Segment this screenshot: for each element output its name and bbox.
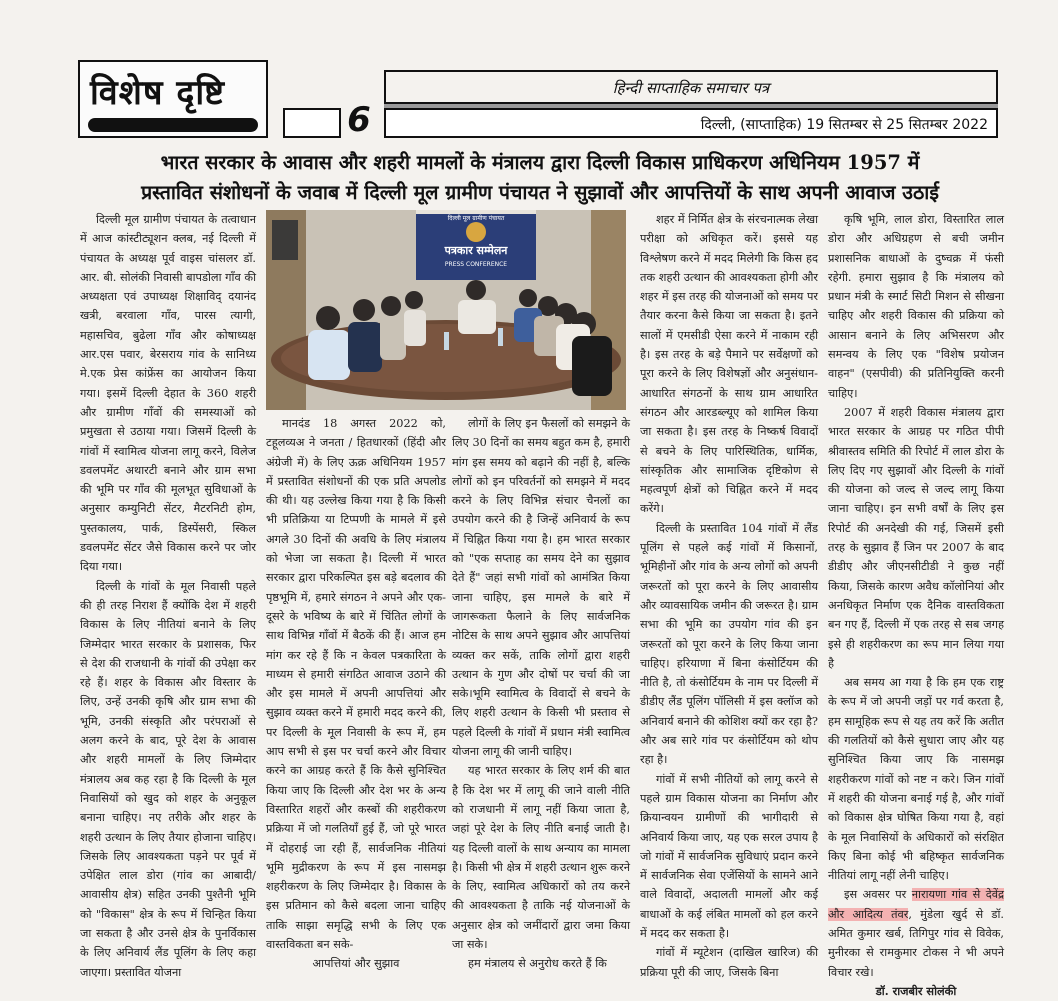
article-headline xyxy=(60,148,1020,208)
paragraph: हम मंत्रालय से अनुरोध करते हैं कि xyxy=(468,957,607,971)
headline-line-2: प्रस्तावित संशोधनों के जवाब में दिल्ली मूल ग्रामीण पंचायत ने सुझावों और आपत्तियों के साथ अपनी आवाज उठाई xyxy=(141,181,939,204)
page-number: 6 xyxy=(347,100,371,140)
date-box xyxy=(384,108,998,138)
section-subheading: आपत्तियां और सुझाव xyxy=(312,957,400,971)
article-column-3 xyxy=(452,414,630,971)
banner-emblem xyxy=(466,222,486,242)
photo-illustration xyxy=(266,210,626,410)
paragraph: अब समय आ गया है कि हम एक राष्ट्र के रूप में जो अपनी जड़ों पर गर्व करता है, हम सामूहिक रूप से यह तय करें कि अतीत की गलतियों को कैसे सुधारा जाए और यह सुनिश्चित किया जाए कि नासमझ शहरीकरण गांवों को नष्ट न करे। जिन गांवों में शहरी की योजना बनाई गई है, और गांवों को विकास क्षेत्र घोषित किया गया है, वहां के मूल निवासियों के अधिकारों को संरक्षित किए बिना कोई भी बहिष्कृत सार्वजनिक नीतियां लागू नहीं लेनी चाहिए। xyxy=(828,676,1004,883)
masthead xyxy=(78,60,1000,142)
paragraph: गांवों में म्यूटेशन (दाखिल खारिज) की प्रक्रिया पूरी की जाए, जिसके बिना xyxy=(640,946,818,979)
paragraph: यह भारत सरकार के लिए शर्म की बात है कि देश भर में लागू की जाने वाली नीति को राजधानी में लागू नहीं किया जाता है, जहां पूरे देश के लिए नीति बनाई जाती है। यह दिल्ली वालों के साथ अन्याय का मामला है। किसी भी क्षेत्र में शहरी उत्थान शुरू करने के लिए, स्वामित्व अधिकारों को तय करने की आवश्यकता है ताकि नई योजनाओं के अनुसार क्षेत्र को जमींदारों द्वारा जमा किया जा सके। xyxy=(452,764,630,952)
banner-title: पत्रकार सम्मेलन xyxy=(444,244,508,257)
closing-paragraph xyxy=(828,885,1004,981)
paragraph: मानदंड 18 अगस्त 2022 को, टहूलव्यअ ने जनता / हितधारकों (हिंदी और अंग्रेजी में) के लिए ऊक्र अधिनियम 1957 में प्रस्तावित संशोधनों की एक प्रति अपलोड की थी। यह उल्लेख किया गया है कि किसी भी प्रतिक्रिया या टिप्पणी के मामले में इसे अगले 30 दिनों की अवधि के लिए मंत्रालय को भेजा जा सकता है। दिल्ली में भारत सरकार द्वारा परिकल्पित इस बड़े बदलाव की पृष्ठभूमि में, हमारे संगठन ने अपने और एक-दूसरे के भविष्य के बारे में चिंतित लोगों के साथ विभिन्न गाँवों में बैठकें की हैं। आज हम मांग कर रहे हैं कि न केवल पत्रकारिता के माध्यम से हमारी संगठित आवाज उठाने की और इस मामले में अपनी आपत्तियां और सुझाव व्यक्त करने में हमारी मदद करने की, पर दिल्ली के मूल निवासी के रूप में, हम आप सभी से इस पर चर्चा करने और विचार करने का आग्रह करते हैं कि कैसे सुनिश्चित किया जाए कि दिल्ली और देश भर के अन्य विस्तारित शहरों और कस्बों की शहरीकरण प्रक्रिया में जो गलतियाँ हुई हैं, जो पूरे भारत में दोहराई जा रही हैं, सार्वजनिक नीतियां भूमि मुद्रीकरण के रूप में इस नासमझ शहरीकरण के लिए जिम्मेदार है। विकास के इस प्रतिमान को कैसे बदला जाना चाहिए ताकि साझा समृद्धि सभी के लिए एक वास्तविकता बन सके- xyxy=(266,417,446,952)
paragraph: गांवों में सभी नीतियों को लागू करने से पहले ग्राम विकास योजना का निर्माण और क्रियान्वयन ग्रामीणों की भागीदारी से अनिवार्य किया जाए, यह एक सरल उपाय है जो गांवों में सार्वजनिक सुविधाएं प्रदान करने में सार्वजनिक सेवा एजेंसियों के सामने आने वाले विवादों, अदालती मामलों और कई बाधाओं के कई लंबित मामलों को हल करने में मदद कर सकता है। xyxy=(640,772,818,940)
paragraph: 2007 में शहरी विकास मंत्रालय द्वारा भारत सरकार के आग्रह पर गठित पीपी श्रीवास्तव समिति की रिपोर्ट में लाल डोरा के लिए दिए गए सुझावों और दिल्ली के गांवों की योजना को जल्द से जल्द लागू किया जाना चाहिए। इन सभी वर्षों के लिए इस रिपोर्ट की अनदेखी की गई, जिसमें इसी तरह के सुझाव हैं जिन पर 2007 के बाद डीडीए और जीएनसीटीडी ने कुछ नहीं किया, जिसके कारण अवैध कॉलोनियां और अनधिकृत निर्माण एक दैनिक वास्तविकता बन गए हैं, दिल्ली में एक तरह से सब जगह इसे ही शहरीकरण का रूप मान लिया गया है xyxy=(828,405,1004,670)
paragraph: लोगों के लिए इन फैसलों को समझने के लिए 30 दिनों का समय बहुत कम है, हमारी मांग इस समय को बढ़ाने की नहीं है, बल्कि लोगों को इन परिवर्तनों को समझने में मदद करने के लिए विभिन्न संचार चैनलों का उपयोग करने की है जिन्हें अनिवार्य के रूप में चिह्नित किया गया है। हम भारत सरकार को "एक सप्ताह का समय देने का सुझाव देते हैं" जहां सभी गांवों को आमंत्रित किया जाना चाहिए, इस मामले के बारे में जागरूकता फैलाने के लिए सार्वजनिक नोटिस के साथ अपने सुझाव और आपत्तियां व्यक्त कर सकें, ताकि लोगों द्वारा शहरी उत्थान के गुण और दोषों पर चर्चा की जा सके।भूमि स्वामित्व के विवादों से बचने के लिए शहरी उत्थान के किसी भी प्रस्ताव से पहले दिल्ली के गांवों में प्रधान मंत्री स्वामित्व योजना लागू की जानी चाहिए। xyxy=(452,417,630,759)
press-conference-photo xyxy=(266,210,626,410)
banner-top-text: दिल्ली मूल ग्रामीण पंचायत xyxy=(447,215,505,222)
closing-text-pre: इस अवसर पर xyxy=(844,888,912,902)
paragraph: दिल्ली के गांवों के मूल निवासी पहले की ही तरह निराश हैं क्योंकि देश में शहरी विकास के लिए नीतियां बनाने के लिए जिम्मेदार भारत सरकार के प्रशासक, फिर से देश की राजधानी के गांवों की उपेक्षा कर रहे हैं। शहर के विकास और विस्तार के लिए, उन्हें उनकी कृषि और ग्राम सभा की भूमि, उनकी संस्कृति और परंपराओं से अलग करने के बाद, पूरे देश के आवास और शहरी मामलों के लिए जिम्मेदार मंत्रालय अब कह रहा है कि दिल्ली के मूल निवासियों को खुद को शहर के अनुकूल बनाना चाहिए। नए तरीके और शहर के शहरी उत्थान के लिए तैयार होजाना चाहिए। जिसके लिए आवश्यकता पड़ने पर पूर्व में उपेक्षित लाल डोरा (गांव का आबादी/आवासीय क्षेत्र) सहित उनकी पुश्तैनी भूमि को "विकास" क्षेत्र के रूप में चिन्हित किया जा सकता है और उनसे क्षेत्र के पुनर्विकास के लिए अनिवार्य लैंड पूलिंग के लिए कहा जाएगा। प्रस्तावित योजना xyxy=(80,579,256,979)
paragraph: शहर में निर्मित क्षेत्र के संरचनात्मक लेखा परीक्षा को अधिकृत करें। इससे यह विश्लेषण करने में मदद मिलेगी कि किस हद तक शहरी उत्थान की आवश्यकता होगी और शहर में इस तरह की योजनाओं को समय पर तैयार करना कैसे किया जा सकता है। इतने सालों में एमसीडी ऐसा करने में नाकाम रही है। इस तरह के बड़े पैमाने पर सर्वेक्षणों को पूरा करने के लिए विशेषज्ञों और अनुसंधान-आधारित संगठनों के साथ ग्राम आधारित संगठन और आरडब्ल्यूए को शामिल किया जा सकता है। इस तरह के निष्कर्ष विवादों से बचने के लिए पारिस्थितिक, धार्मिक, सांस्कृतिक और सामाजिक दृष्टिकोण से महत्वपूर्ण क्षेत्रों को चिह्नित करने में मदद करेंगे। xyxy=(640,213,818,516)
headline-line-1: भारत सरकार के आवास और शहरी मामलों के मंत्रालय द्वारा दिल्ली विकास प्राधिकरण अधिनियम 1957 में xyxy=(160,151,920,174)
issue-date: दिल्ली, (साप्ताहिक) 19 सितम्बर से 25 सितम्बर 2022 xyxy=(700,117,988,133)
page-number-box xyxy=(283,108,341,138)
highlighted-names: नारायणा गांव से देवेंद्र और आदित्य तंवर xyxy=(828,888,1004,921)
logo-underline-bar xyxy=(88,118,258,132)
newspaper-title: विशेष दृष्टि xyxy=(90,73,226,113)
newspaper-logo xyxy=(78,60,268,138)
banner-subtitle: PRESS CONFERENCE xyxy=(444,261,508,268)
paragraph: दिल्ली के प्रस्तावित 104 गांवों में लैंड पूलिंग से पहले कई गांवों में किसानों, भूमिहीनों और गांव के अन्य लोगों को अपनी जरूरतों को पूरा करने के लिए आवासीय और व्यावसायिक जमीन की जरूरत है। ग्राम सभा की भूमि का उपयोग गांव की इन जरूरतों को पूरा करने के लिए किया जाना चाहिए। हरियाणा में बिना कंसोर्टियम की नीति है, तो कंसोर्टियम के नाम पर दिल्ली में डीडीए लैंड पूलिंग पॉलिसी में इस क्लॉज को अनिवार्य बनाने की कोशिश क्यों कर रहा है? और अब सारे गांव पर कंसोर्टियम को थोप रहा है। xyxy=(640,521,818,767)
article-column-5 xyxy=(828,210,1004,998)
paper-type: हिन्दी साप्ताहिक समाचार पत्र xyxy=(612,79,770,97)
article-column-4 xyxy=(640,210,818,979)
closing-text-post: , मुंडेला खुर्द से डॉ. अमित कुमार खर्ब, तिगिपुर गांव से विवेक, मुनीरका से रामकुमार टोकस ने भी अपने विचार रखे। xyxy=(828,907,1004,979)
paragraph: कृषि भूमि, लाल डोरा, विस्तारित लाल डोरा और अधिग्रहण से बची जमीन प्रशासनिक बाधाओं के दुष्चक्र में फंसी रहेगी. हमारा सुझाव है कि मंत्रालय को प्रधान मंत्री के स्मार्ट सिटी मिशन से सीखना चाहिए और शहरी विकास की प्रक्रिया को आसान बनाने के लिए अभिसरण और समन्वय के लिए एक "विशेष प्रयोजन वाहन" (एसपीवी) की प्रतिनियुक्ति करनी चाहिए। xyxy=(828,213,1004,400)
author-signature: डॉ. राजबीर सोलंकी xyxy=(875,983,957,998)
paper-type-box xyxy=(384,70,998,104)
article-column-2 xyxy=(266,414,446,971)
paragraph: दिल्ली मूल ग्रामीण पंचायत के तत्वाधान में आज कांस्टीट्यूशन क्लब, नई दिल्ली में पंचायत के अध्यक्ष पूर्व वाइस चांसलर डॉ. आर. बी. सोलंकी निवासी बापडोला गाँव की अध्यक्षता एवं उपाध्यक्ष शिक्षाविद् दयानंद खत्री, बरवाला गाँव, पारस त्यागी, महासचिव, बुढेला गाँव और कोषाध्यक्ष आर.एस पवार, बेरसराय गांव के सानिध्य मे.एक प्रेस कांफ्रेंस का आयोजन किया गया। इसमें दिल्ली देहात के 360 शहरी और ग्रामीण गाँवों की समस्याओं को प्रमुखता से उठाया गया। जिसमें दिल्ली के गांवों में स्वामित्व योजना लागू करने, विलेज डवलपमेंट अथारटी बनाने और ग्राम सभा की भूमि पर गाँव की मूलभूत सुविधाओं के अनुसार कम्युनिटी सेंटर, मैटरनिटी होम, पुस्तकालय, पार्क, डिस्पेंसरी, स्किल डवलपमेंट सेंटर जैसे विकास करने पर जोर दिया गया। xyxy=(80,213,256,574)
article-column-1 xyxy=(80,210,256,979)
